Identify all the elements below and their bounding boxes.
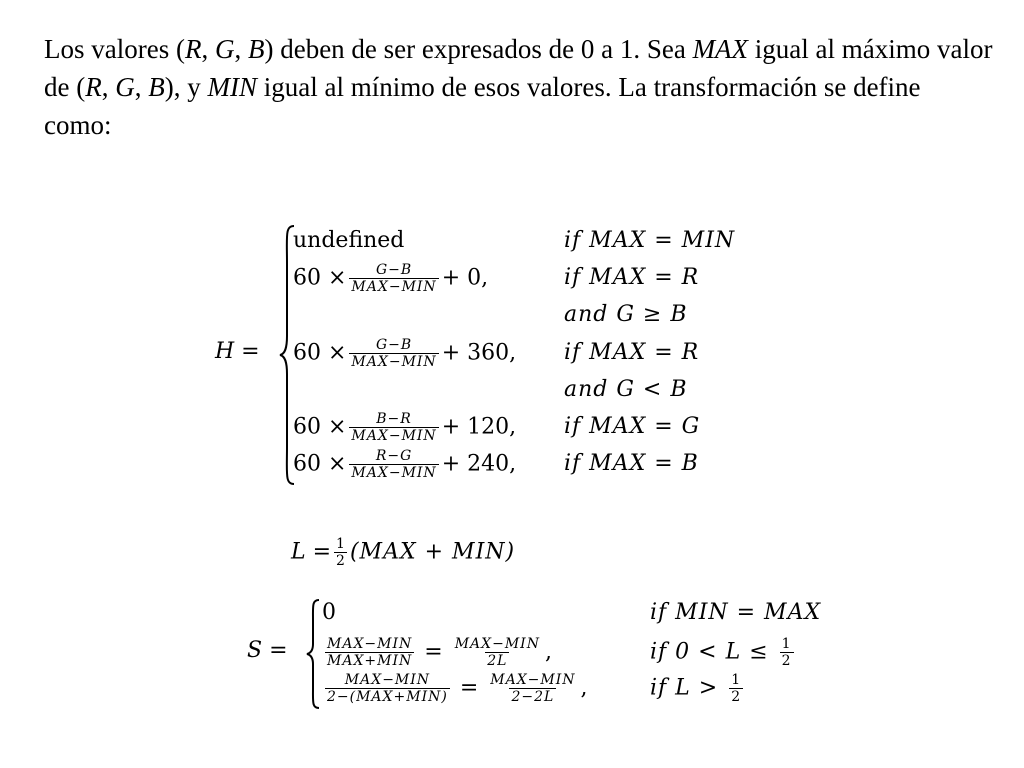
- fraction-denominator: MAX−MIN: [351, 279, 437, 295]
- var-r: R: [85, 72, 102, 102]
- fraction-numerator: G−B: [375, 262, 413, 278]
- s-row-3-cond: [650, 672, 746, 705]
- comma: ,: [234, 34, 248, 64]
- h-row-2-fraction: [349, 337, 438, 370]
- h-row-4-pre: 60 ×: [293, 451, 347, 477]
- comma: ,: [101, 72, 116, 102]
- l-rhs: (MAX + MIN): [349, 539, 516, 565]
- s-row-2-fraction-a: [325, 636, 414, 669]
- fraction-denominator: 2: [336, 553, 345, 569]
- h-row-1-expr: [293, 262, 488, 295]
- l-half-fraction: [334, 536, 347, 569]
- s-row-3-fraction-b: [488, 672, 577, 705]
- fraction-denominator: 2: [781, 653, 792, 669]
- s-row-3-expr: [322, 672, 588, 705]
- h-row-1-fraction: [349, 262, 438, 295]
- h-row-3-expr: [293, 411, 516, 444]
- h-row-1-cond: if MAX = R: [564, 265, 700, 290]
- var-g: G: [214, 34, 235, 64]
- fraction-numerator: MAX−MIN: [344, 672, 431, 688]
- comma: ,: [544, 639, 552, 665]
- intro-text-3: igual al máximo valor de (: [44, 34, 993, 102]
- fraction-denominator: 2L: [487, 653, 508, 669]
- fraction-denominator: 2−2L: [511, 689, 555, 705]
- s-row-1-cond: if MIN = MAX: [650, 600, 822, 625]
- h-row-3-cond: if MAX = G: [564, 414, 701, 439]
- h-row-2-cond: if MAX = R: [564, 340, 700, 365]
- var-b: B: [148, 72, 165, 102]
- var-max: MAX: [692, 34, 749, 64]
- intro-text-2: ) deben de ser expresados de 0 a 1. Sea: [264, 34, 693, 64]
- h-row-3-fraction: [349, 411, 438, 444]
- s-row-3-cond-fraction: [729, 672, 743, 705]
- h-row-3-pre: 60 ×: [293, 414, 347, 440]
- fraction-numerator: G−B: [375, 337, 413, 353]
- comma: ,: [580, 675, 588, 701]
- fraction-numerator: MAX−MIN: [327, 636, 413, 652]
- h-row-4-expr: [293, 448, 516, 481]
- var-b: B: [247, 34, 265, 64]
- h-row-4-post: + 240,: [441, 451, 517, 477]
- fraction-numerator: MAX−MIN: [454, 636, 540, 652]
- h-row-0-expr: undefined: [293, 228, 405, 253]
- s-row-2-expr: [322, 636, 552, 669]
- fraction-denominator: MAX−MIN: [351, 354, 437, 370]
- h-lhs: H =: [215, 339, 260, 364]
- var-min: MIN: [207, 72, 257, 102]
- equals-sign: =: [459, 675, 479, 701]
- s-lhs: S =: [247, 638, 288, 663]
- l-formula: [291, 536, 515, 569]
- h-row-1-pre: 60 ×: [293, 265, 347, 291]
- h-row-0-cond: if MAX = MIN: [564, 228, 736, 253]
- fraction-denominator: MAX+MIN: [327, 653, 413, 669]
- h-row-1-post: + 0,: [441, 265, 489, 291]
- fraction-denominator: MAX−MIN: [351, 465, 437, 481]
- s-row-2-cond: [650, 636, 797, 669]
- s-row-3-fraction-a: [325, 672, 450, 705]
- h-row-4-fraction: [349, 448, 438, 481]
- h-row-2-post: + 360,: [441, 340, 517, 366]
- intro-text-1: Los valores (: [44, 34, 185, 64]
- var-r: R: [184, 34, 202, 64]
- s-brace-icon: [305, 598, 321, 710]
- fraction-denominator: 2: [731, 689, 742, 705]
- fraction-denominator: 2−(MAX+MIN): [327, 689, 448, 705]
- intro-text-4: ), y: [164, 72, 208, 102]
- h-row-2-pre: 60 ×: [293, 340, 347, 366]
- h-row-2-expr: [293, 337, 516, 370]
- s-row-2-cond-text: if 0 < L ≤: [650, 639, 769, 665]
- h-row-2-cond2: and G < B: [564, 377, 688, 402]
- fraction-numerator: MAX−MIN: [490, 672, 576, 688]
- fraction-numerator: R−G: [375, 448, 413, 464]
- fraction-denominator: MAX−MIN: [351, 428, 437, 444]
- equals-sign: =: [424, 639, 443, 665]
- h-row-3-post: + 120,: [441, 414, 517, 440]
- s-row-3-cond-text: if L >: [650, 675, 719, 701]
- h-row-1-cond2: and G ≥ B: [564, 302, 688, 327]
- s-row-1-expr: 0: [322, 600, 336, 625]
- s-row-2-cond-fraction: [780, 636, 794, 669]
- l-lhs: L =: [291, 539, 332, 565]
- comma: ,: [201, 34, 215, 64]
- fraction-numerator: B−R: [376, 411, 412, 427]
- fraction-numerator: 1: [731, 672, 742, 688]
- intro-text-5: igual al mínimo de esos valores. La transformación se define como:: [44, 72, 921, 140]
- var-g: G: [115, 72, 135, 102]
- h-row-4-cond: if MAX = B: [564, 451, 699, 476]
- fraction-numerator: 1: [781, 636, 792, 652]
- intro-paragraph: [44, 30, 994, 144]
- fraction-numerator: 1: [336, 536, 345, 552]
- comma: ,: [134, 72, 149, 102]
- s-row-2-fraction-b: [453, 636, 542, 669]
